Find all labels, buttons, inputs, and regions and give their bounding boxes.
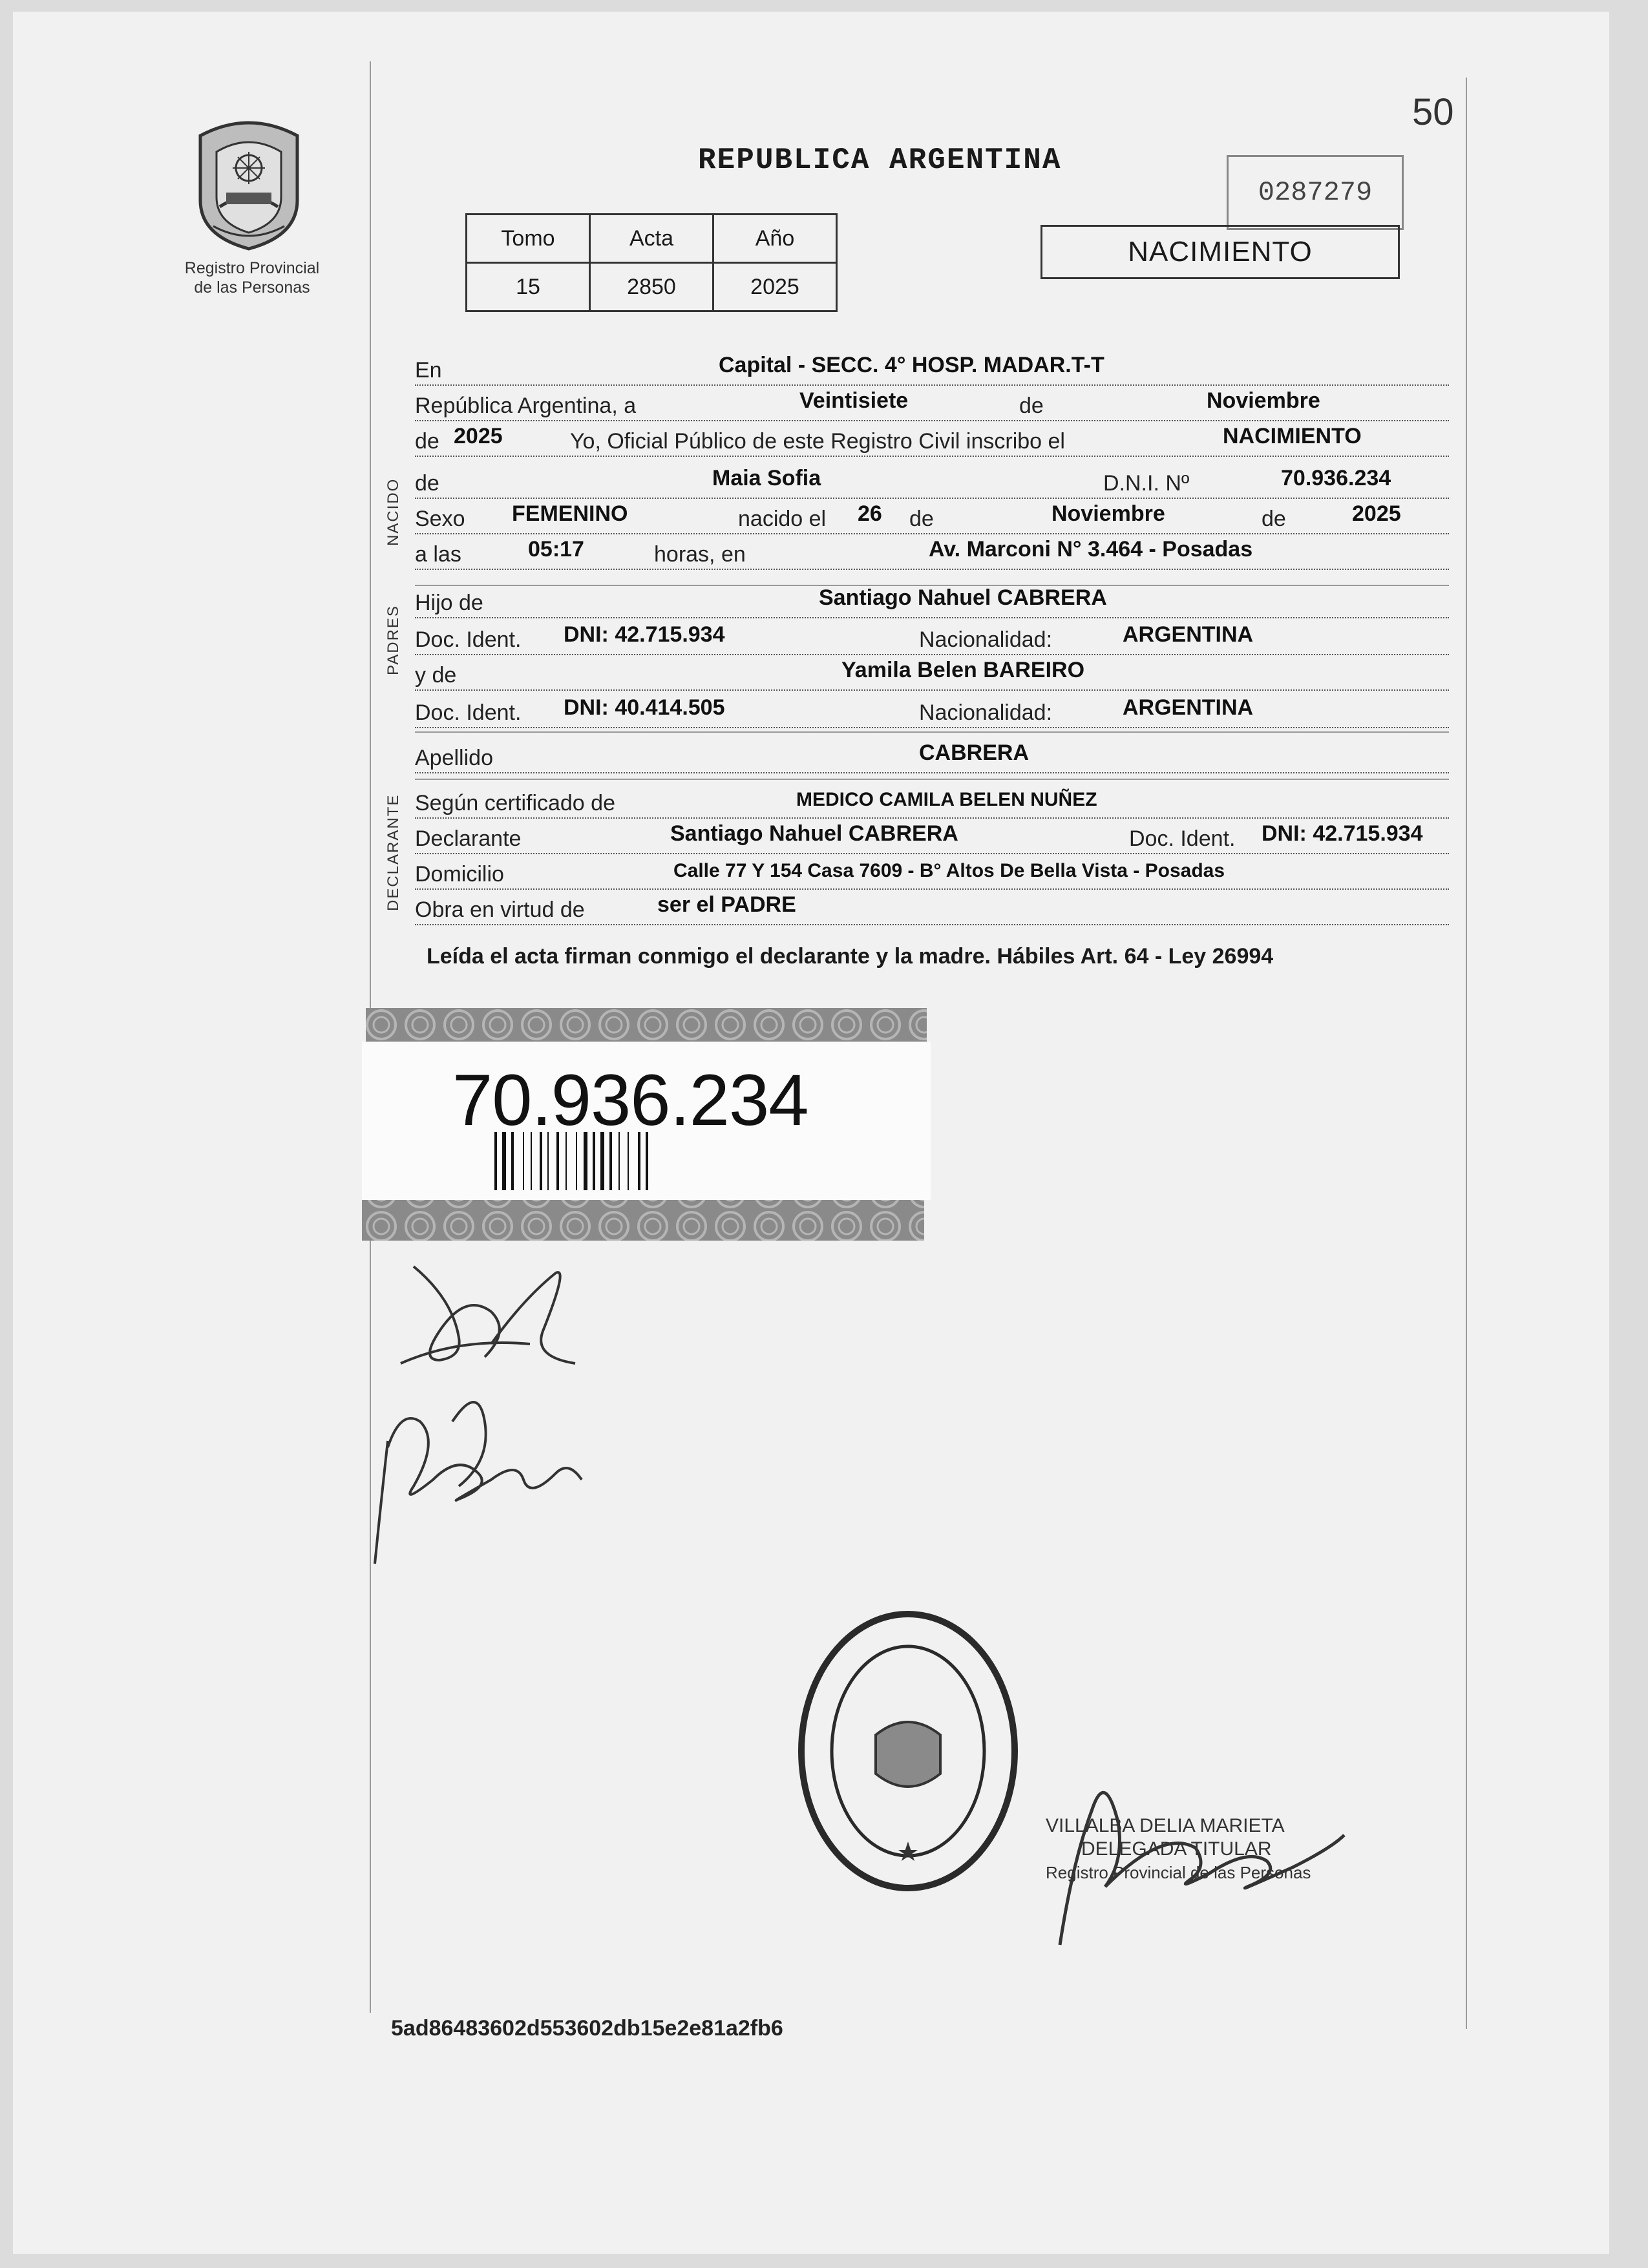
document-title: REPUBLICA ARGENTINA <box>698 143 1062 177</box>
label-nacionalidad-father: Nacionalidad: <box>919 627 1053 652</box>
label-declarante: Declarante <box>415 826 522 851</box>
register-header-tomo: Tomo <box>467 215 590 263</box>
section-label-padres: PADRES <box>385 605 402 675</box>
value-birth-month: Noviembre <box>1051 501 1165 526</box>
label-birth-de2: de <box>1262 507 1286 531</box>
registry-caption-line1: Registro Provincial <box>184 259 320 277</box>
value-mother-doc: DNI: 40.414.505 <box>564 695 725 720</box>
section-separator <box>415 731 1449 733</box>
value-obra: ser el PADRE <box>657 892 796 917</box>
line-mother-doc <box>415 695 1449 728</box>
document-hash: 5ad86483602d553602db15e2e81a2fb6 <box>391 2016 783 2041</box>
value-certificate: MEDICO CAMILA BELEN NUÑEZ <box>796 789 1097 810</box>
label-yo-text: Yo, Oficial Público de este Registro Civil inscribo el <box>570 429 1065 454</box>
label-doc-ident-father: Doc. Ident. <box>415 627 522 652</box>
line-obra <box>415 892 1449 925</box>
value-child-dni: 70.936.234 <box>1281 466 1391 490</box>
line-certificate <box>415 785 1449 819</box>
line-mother <box>415 657 1449 691</box>
label-de-year: de <box>415 429 439 454</box>
value-declarant-doc: DNI: 42.715.934 <box>1262 821 1423 846</box>
label-en: En <box>415 358 442 383</box>
value-child-name: Maia Sofia <box>712 466 821 490</box>
register-header-acta: Acta <box>590 215 713 263</box>
label-republica: República Argentina, a <box>415 394 637 418</box>
value-month: Noviembre <box>1207 388 1320 413</box>
dni-sticker-number: 70.936.234 <box>452 1060 808 1140</box>
page-number: 50 <box>1412 91 1454 133</box>
value-birth-time: 05:17 <box>528 537 584 562</box>
value-birth-place: Av. Marconi N° 3.464 - Posadas <box>929 537 1253 562</box>
section-label-declarante: DECLARANTE <box>385 793 402 911</box>
value-father-nationality: ARGENTINA <box>1123 622 1254 647</box>
label-de-month: de <box>1019 394 1044 418</box>
label-segun-certificado: Según certificado de <box>415 791 615 815</box>
registry-caption <box>155 258 349 297</box>
label-nacido-el: nacido el <box>738 507 827 531</box>
line-time-place <box>415 536 1449 570</box>
label-sexo: Sexo <box>415 507 465 531</box>
registry-caption-line2: de las Personas <box>194 278 310 297</box>
register-header-anio: Año <box>713 215 837 263</box>
legal-statement: Leída el acta firman conmigo el declarante y la madre. Hábiles Art. 64 - Ley 26994 <box>427 944 1274 969</box>
register-value-tomo: 15 <box>467 263 590 311</box>
value-sexo: FEMENINO <box>512 501 628 526</box>
serial-number: 0287279 <box>1258 177 1373 208</box>
label-apellido: Apellido <box>415 746 493 770</box>
delegate-role: DELEGADA TITULAR <box>1081 1838 1272 1860</box>
register-value-anio: 2025 <box>713 263 837 311</box>
line-sex-birth <box>415 501 1449 534</box>
delegate-name: VILLALBA DELIA MARIETA <box>1046 1815 1285 1836</box>
value-location: Capital - SECC. 4° HOSP. MADAR.T-T <box>719 353 1104 377</box>
line-en <box>415 352 1449 386</box>
line-address <box>415 856 1449 890</box>
label-horas-en: horas, en <box>654 542 746 567</box>
label-a-las: a las <box>415 542 461 567</box>
serial-number-box <box>1227 155 1404 230</box>
declarant-signatures <box>362 1228 620 1590</box>
delegate-signature-block <box>1046 1814 1311 1884</box>
value-inscribed: NACIMIENTO <box>1223 424 1362 448</box>
value-birth-year: 2025 <box>1352 501 1401 526</box>
label-domicilio: Domicilio <box>415 862 504 887</box>
line-declarant <box>415 821 1449 854</box>
line-surname <box>415 740 1449 773</box>
value-mother-name: Yamila Belen BAREIRO <box>841 658 1085 682</box>
act-type-box: NACIMIENTO <box>1041 225 1400 279</box>
label-obra-en-virtud: Obra en virtud de <box>415 898 585 922</box>
line-father <box>415 585 1449 618</box>
section-label-nacido: NACIDO <box>385 478 402 546</box>
value-mother-nationality: ARGENTINA <box>1123 695 1254 720</box>
value-declarant-name: Santiago Nahuel CABRERA <box>670 821 958 846</box>
line-date <box>415 388 1449 421</box>
register-table <box>465 213 838 312</box>
line-father-doc <box>415 622 1449 655</box>
delegate-office: Registro Provincial de las Personas <box>1046 1863 1311 1882</box>
section-separator <box>415 779 1449 780</box>
value-address: Calle 77 Y 154 Casa 7609 - B° Altos De Bella Vista - Posadas <box>673 860 1225 881</box>
value-birth-day: 26 <box>858 501 882 526</box>
label-y-de: y de <box>415 663 457 688</box>
province-seal-logo <box>187 116 310 252</box>
label-dni: D.N.I. Nº <box>1103 471 1190 496</box>
register-value-acta: 2850 <box>590 263 713 311</box>
label-doc-ident-declarant: Doc. Ident. <box>1129 826 1236 851</box>
label-doc-ident-mother: Doc. Ident. <box>415 700 522 725</box>
label-birth-de1: de <box>909 507 934 531</box>
value-day-words: Veintisiete <box>799 388 909 413</box>
value-father-name: Santiago Nahuel CABRERA <box>819 585 1107 610</box>
line-year <box>415 423 1449 457</box>
value-father-doc: DNI: 42.715.934 <box>564 622 725 647</box>
value-year: 2025 <box>454 424 503 448</box>
right-margin-rule <box>1466 78 1467 2029</box>
label-hijo-de: Hijo de <box>415 591 483 615</box>
official-oval-stamp <box>792 1606 1024 1896</box>
value-surname: CABRERA <box>919 740 1029 765</box>
label-name-de: de <box>415 471 439 496</box>
label-nacionalidad-mother: Nacionalidad: <box>919 700 1053 725</box>
line-name <box>415 465 1449 499</box>
